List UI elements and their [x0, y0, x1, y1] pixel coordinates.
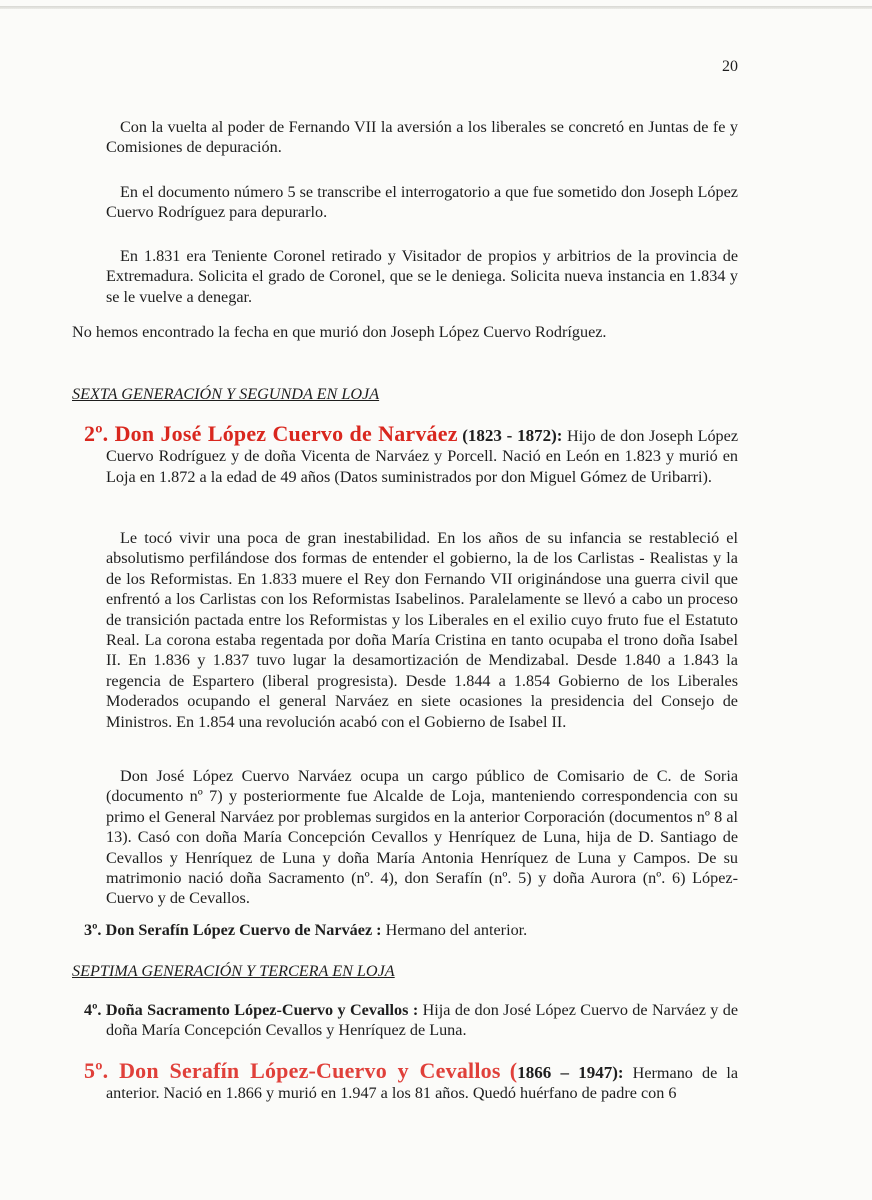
paragraph-documento-5: En el documento número 5 se transcribe el interrogatorio a que fue sometido don Joseph López Cuervo Rodríguez para depurarlo.: [106, 183, 738, 222]
entry-2-dates: (1823 - 1872):: [462, 426, 563, 445]
entry-5-name: 5º. Don Serafín López-Cuervo y Cevallos: [84, 1058, 501, 1083]
paragraph-juntas-de-fe: Con la vuelta al poder de Fernando VII la aversión a los liberales se concretó en Juntas de fe y Comisiones de depuración.: [106, 118, 738, 157]
entry-4-name: 4º. Doña Sacramento López-Cuervo y Cevallos :: [84, 1001, 419, 1019]
entry-5-open-paren: (: [509, 1058, 518, 1083]
entry-2-text: Hijo de don Joseph López Cuervo Rodríguez y de doña Vicenta de Narváez y Porcell. Nació en León en 1.823 y murió en Loja en 1.872 a la edad de 49 años (Datos suministrados por don Miguel Gómez de Uribarri).: [106, 427, 739, 486]
scan-top-edge: [0, 6, 872, 9]
entry-3-serafin: [84, 920, 744, 940]
paragraph-inestabilidad: Le tocó vivir una poca de gran inestabilidad. En los años de su infancia se restableció el absolutismo perfilándose dos formas de entender el gobierno, la de los Carlistas - Realistas y la de los Reformistas. En 1.833 muere el Rey don Fernando VII originándose una guerra civil que enfrentó a los Carlistas con los Reformistas Isabelinos. Paralelamente se llevó a cabo un proceso de transición pactada entre los Reformistas y los Liberales en el exilio cuyo fruto fue el Estatuto Real. La corona estaba regentada por doña María Cristina en tanto ocupaba el trono doña Isabel II. En 1.836 y 1.837 tuvo lugar la desamortización de Mendizabal. Desde 1.840 a 1.843 la regencia de Espartero (liberal progresista). Desde 1.844 a 1.854 Gobierno de los Liberales Moderados ocupando el general Narváez en siete ocasiones la presidencia del Consejo de Ministros. En 1.854 una revolución acabó con el Gobierno de Isabel II.: [106, 529, 738, 731]
heading-septima-generacion: SEPTIMA GENERACIÓN Y TERCERA EN LOJA: [72, 962, 395, 980]
entry-5-text: Hermano de la anterior. Nació en 1.866 y murió en 1.947 a los 81 años. Quedó huérfano de padre con 6: [106, 1064, 739, 1103]
heading-sexta-generacion: SEXTA GENERACIÓN Y SEGUNDA EN LOJA: [72, 385, 380, 403]
entry-4-sacramento: [84, 1000, 739, 1041]
entry-4-text: Hija de don José López Cuervo de Narváez y de doña María Concepción Cevallos y Henríquez de Luna.: [106, 1001, 739, 1040]
entry-3-name: 3º. Don Serafín López Cuervo de Narváez :: [84, 921, 382, 939]
paragraph-fecha-muerte: No hemos encontrado la fecha en que murió don Joseph López Cuervo Rodríguez.: [72, 323, 607, 341]
entry-5-dates: 1866 – 1947):: [517, 1063, 624, 1082]
entry-3-text: Hermano del anterior.: [385, 921, 528, 939]
paragraph-teniente-coronel: En 1.831 era Teniente Coronel retirado y Visitador de propios y arbitrios de la provincia de Extremadura. Solicita el grado de Coronel, que se le deniega. Solicita nueva instancia en 1.834 y se le vuelve a denegar.: [106, 247, 738, 306]
page-number: 20: [722, 58, 738, 75]
entry-5-serafin-cevallos: [84, 1058, 739, 1104]
entry-2-name: 2º. Don José López Cuervo de Narváez: [84, 421, 458, 446]
entry-2-jose-lopez-cuervo: [84, 421, 739, 487]
paragraph-comisario-alcalde: Don José López Cuervo Narváez ocupa un cargo público de Comisario de C. de Soria (documento nº 7) y posteriormente fue Alcalde de Loja, manteniendo correspondencia con su primo el General Narváez por problemas surgidos en la anterior Corporación (documentos nº 8 al 13). Casó con doña María Concepción Cevallos y Henríquez de Luna, hija de D. Santiago de Cevallos y Henríquez de Luna y doña María Antonia Henríquez de Luna y Campos. De su matrimonio nació doña Sacramento (nº. 4), don Serafín (nº. 5) y doña Aurora (nº. 6) López-Cuervo y de Cevallos.: [106, 767, 738, 908]
